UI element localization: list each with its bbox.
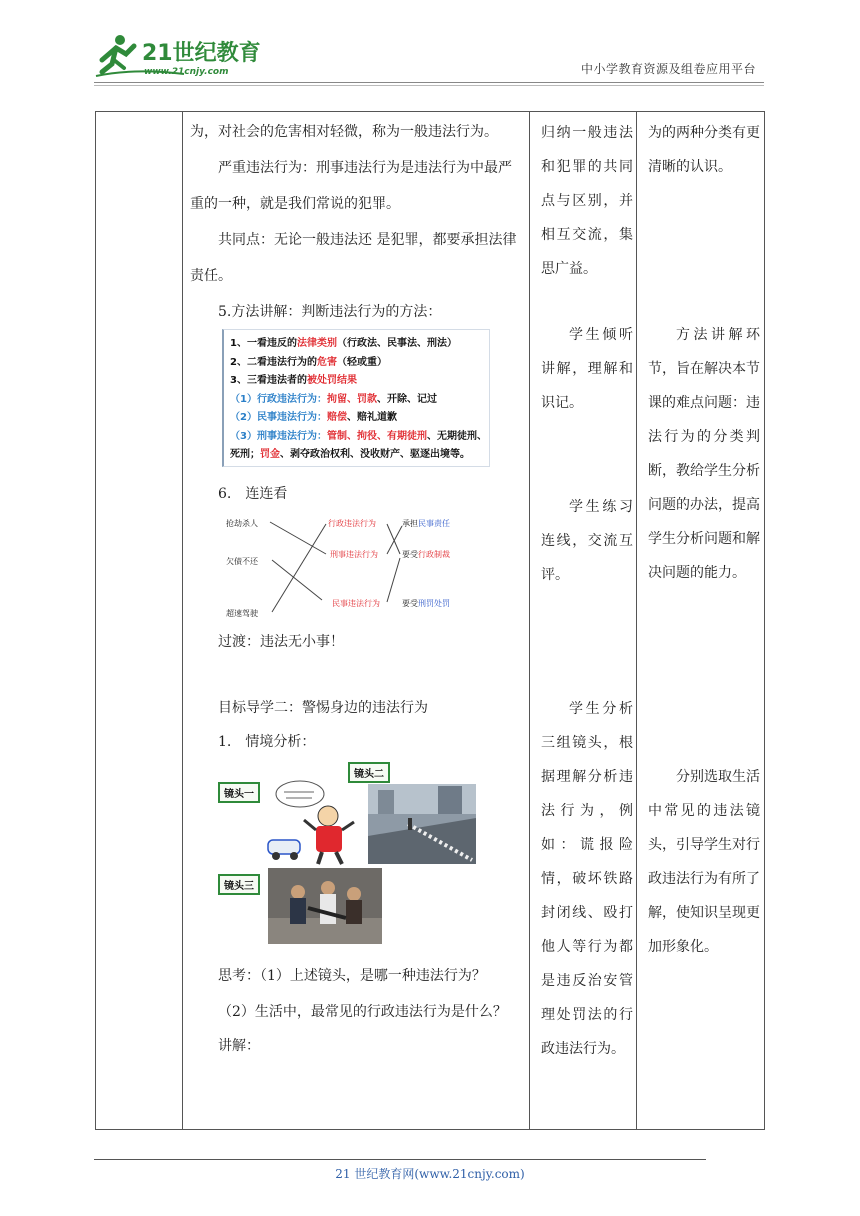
paragraph-think-two: （2）生活中，最常见的行政违法行为是什么？ xyxy=(218,1004,507,1020)
method-emphasis: 罚金 xyxy=(260,449,280,460)
connect-left-item: 欠债不还 xyxy=(226,557,258,566)
paragraph-goal-two: 目标导学二：警惕身边的违法行为 xyxy=(218,700,428,716)
method-line: 2、二看违法行为的 xyxy=(230,356,317,368)
activity-summarize: 归纳一般违法和犯罪的共同点与区别，并相互交流，集思广益。 xyxy=(541,125,633,277)
activity-connect: 学生练习连线，交流互评。 xyxy=(541,499,633,583)
teaching-content-cell xyxy=(182,112,527,330)
method-line: （1）行政违法行为： xyxy=(230,393,327,405)
connect-mid-item: 行政违法行为 xyxy=(328,519,376,528)
intent-classification: 为的两种分类有更清晰的认识。 xyxy=(648,125,760,175)
method-line: 3、三看违法者的 xyxy=(230,375,307,386)
method-emphasis: 被处罚结果 xyxy=(306,375,357,386)
method-image xyxy=(222,329,490,467)
method-line: 、无期徒刑、 xyxy=(426,430,487,442)
cartoon-man-photo xyxy=(264,776,358,866)
logo-text: 21世纪教育 xyxy=(142,41,261,66)
intent-scenes: 分别选取生活中常见的违法镜头，引导学生对行政违法行为有所了解，使知识呈现更加形象化。 xyxy=(648,769,760,955)
method-emphasis: 赔偿 xyxy=(326,412,347,423)
column-divider xyxy=(529,112,530,1129)
lesson-table xyxy=(95,111,765,1130)
student-activity-cell xyxy=(537,114,635,286)
method-emphasis: 拘留、罚款 xyxy=(326,393,377,405)
header-divider-thin xyxy=(94,85,764,86)
connect-right-item xyxy=(402,598,450,609)
method-line: 1、一看违反的 xyxy=(230,338,297,349)
connect-left-item: 超速驾驶 xyxy=(226,609,258,618)
method-line: 、赔礼道歉 xyxy=(346,412,397,423)
connect-right-prefix: 要受 xyxy=(402,550,418,559)
student-activity-cell xyxy=(537,690,635,1066)
connect-right-emphasis: 民事责任 xyxy=(418,519,450,528)
design-intent-cell xyxy=(644,114,762,184)
connect-diagram xyxy=(222,512,482,622)
footer-divider xyxy=(94,1159,706,1160)
method-line: （3）刑事违法行为： xyxy=(230,430,327,442)
method-emphasis: 法律类别 xyxy=(296,338,337,349)
method-line: （行政法、民事法、刑法） xyxy=(336,338,457,349)
scene-tag-two: 镜头二 xyxy=(348,762,390,783)
student-activity-cell xyxy=(537,316,635,420)
student-activity-cell xyxy=(537,488,635,592)
platform-name: 中小学教育资源及组卷应用平台 xyxy=(580,62,756,76)
connect-right-emphasis: 刑罚处罚 xyxy=(418,599,450,608)
scene-tag-three: 镜头三 xyxy=(218,874,260,895)
paragraph-scene-analysis: 1. 情境分析： xyxy=(218,734,316,750)
method-line: 、开除、记过 xyxy=(376,393,437,405)
paragraph-method-title: 5.方法讲解：判断违法行为的方法： xyxy=(218,304,442,320)
site-logo xyxy=(94,30,264,78)
logo-url: www.21cnjy.com xyxy=(144,67,229,77)
design-intent-cell xyxy=(644,316,762,590)
method-line: （轻或重） xyxy=(336,356,387,368)
paragraph-think-one: 思考：（1）上述镜头，是哪一种违法行为？ xyxy=(218,968,486,984)
intent-method: 方法讲解环节，旨在解决本节课的难点问题：违法行为的分类判断，教给学生分析问题的办法，提高学生分析问题和解决问题的能力。 xyxy=(648,327,760,581)
scene-images xyxy=(218,762,488,962)
connect-right-item xyxy=(402,549,450,560)
scene-tag-one: 镜头一 xyxy=(218,782,260,803)
method-line: 死刑； xyxy=(230,449,260,460)
method-emphasis: 管制、拘役、有期徒刑 xyxy=(326,430,427,442)
activity-analyze: 学生分析三组镜头，根据理解分析违法行为，例如：谎报险情，破坏铁路封闭线、殴打他人等行为都是违反治安管理处罚法的行政违法行为。 xyxy=(541,701,633,1057)
paragraph-connect-title: 6. 连连看 xyxy=(218,486,288,502)
connect-right-prefix: 要受 xyxy=(402,599,418,608)
column-divider xyxy=(636,112,637,1129)
connect-right-emphasis: 行政制裁 xyxy=(418,550,450,559)
connect-mid-item: 刑事违法行为 xyxy=(330,550,378,559)
design-intent-cell xyxy=(644,758,762,964)
connect-right-item xyxy=(402,518,450,529)
street-photo xyxy=(368,784,476,864)
connect-mid-item: 民事违法行为 xyxy=(332,599,380,608)
method-emphasis: 危害 xyxy=(316,356,337,368)
footer-text: 21 世纪教育网(www.21cnjy.com) xyxy=(335,1167,525,1181)
method-line: 、剥夺政治权利、没收财产、驱逐出境等。 xyxy=(280,449,470,460)
connect-right-prefix: 承担 xyxy=(402,519,418,528)
crowd-photo xyxy=(268,868,382,944)
paragraph-general-illegal: 为，对社会的危害相对轻微，称为一般违法行为。 xyxy=(190,124,498,140)
method-line: （2）民事违法行为： xyxy=(230,412,327,423)
header-divider xyxy=(94,82,764,83)
paragraph-explain: 讲解： xyxy=(218,1038,260,1054)
paragraph-transition: 过渡：违法无小事！ xyxy=(218,634,344,650)
connect-left-item: 抢劫杀人 xyxy=(226,519,258,528)
paragraph-common-point: 共同点：无论一般违法还 是犯罪，都要承担法律责任。 xyxy=(190,232,517,284)
paragraph-serious-illegal: 严重违法行为：刑事违法行为是违法行为中最严重的一种，就是我们常说的犯罪。 xyxy=(190,160,512,212)
activity-listen: 学生倾听讲解，理解和识记。 xyxy=(541,327,633,411)
